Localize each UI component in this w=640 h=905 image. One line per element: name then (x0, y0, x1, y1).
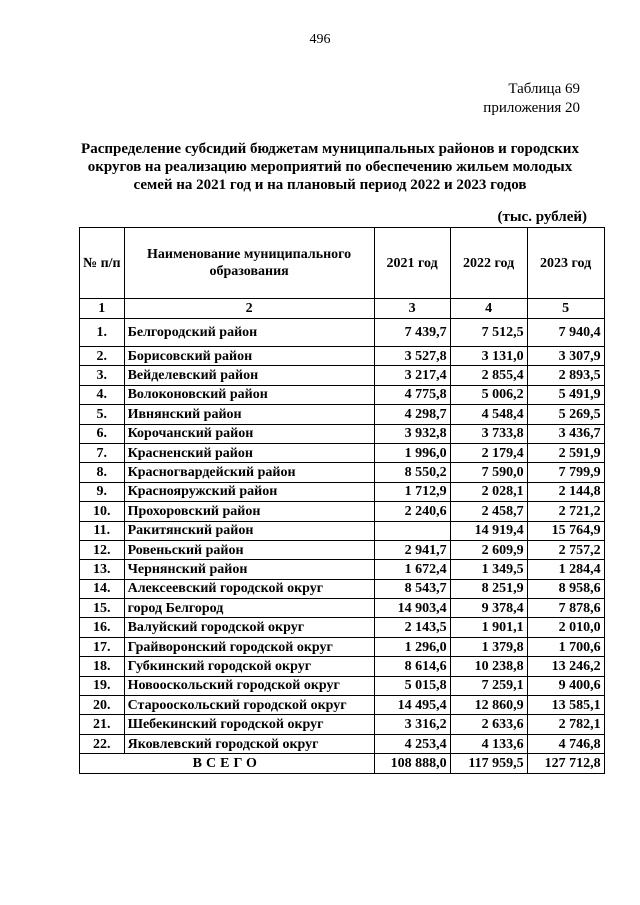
row-number: 4. (80, 385, 125, 404)
row-number: 1. (80, 319, 125, 347)
row-name: Старооскольский городской округ (124, 696, 374, 715)
table-header-row (80, 228, 605, 299)
row-value-2021: 3 527,8 (374, 347, 450, 366)
row-value-2022: 1 349,5 (450, 560, 527, 579)
row-value-2023: 4 746,8 (527, 734, 604, 753)
row-value-2021: 1 996,0 (374, 443, 450, 462)
row-name: Красногвардейский район (124, 463, 374, 482)
row-value-2022: 7 512,5 (450, 319, 527, 347)
row-name: Грайворонский городской округ (124, 637, 374, 656)
row-value-2022: 10 238,8 (450, 657, 527, 676)
row-number: 2. (80, 347, 125, 366)
row-name: Яковлевский городской округ (124, 734, 374, 753)
row-name: Волоконовский район (124, 385, 374, 404)
row-value-2023: 2 721,2 (527, 502, 604, 521)
row-value-2021: 1 712,9 (374, 482, 450, 501)
row-value-2022: 8 251,9 (450, 579, 527, 598)
row-value-2022: 2 855,4 (450, 366, 527, 385)
column-index-row (80, 299, 605, 319)
row-number: 12. (80, 540, 125, 559)
column-index: 1 (80, 299, 125, 319)
row-value-2022: 2 458,7 (450, 502, 527, 521)
row-value-2021: 1 672,4 (374, 560, 450, 579)
row-value-2023: 3 436,7 (527, 424, 604, 443)
row-value-2021: 4 298,7 (374, 405, 450, 424)
row-value-2022: 9 378,4 (450, 599, 527, 618)
table-row (80, 715, 605, 734)
table-reference (483, 80, 580, 118)
table-row (80, 502, 605, 521)
row-value-2022: 12 860,9 (450, 696, 527, 715)
row-value-2021: 3 316,2 (374, 715, 450, 734)
row-number: 8. (80, 463, 125, 482)
row-value-2023: 2 010,0 (527, 618, 604, 637)
table-row (80, 540, 605, 559)
table-row (80, 734, 605, 753)
row-value-2022: 1 901,1 (450, 618, 527, 637)
row-number: 3. (80, 366, 125, 385)
table-row (80, 676, 605, 695)
row-value-2021: 7 439,7 (374, 319, 450, 347)
row-number: 18. (80, 657, 125, 676)
table-row (80, 657, 605, 676)
row-number: 19. (80, 676, 125, 695)
row-value-2023: 5 269,5 (527, 405, 604, 424)
total-row (80, 754, 605, 774)
row-number: 22. (80, 734, 125, 753)
row-number: 11. (80, 521, 125, 540)
row-value-2021: 4 775,8 (374, 385, 450, 404)
row-value-2022: 7 590,0 (450, 463, 527, 482)
row-value-2022: 2 179,4 (450, 443, 527, 462)
row-name: Борисовский район (124, 347, 374, 366)
row-value-2023: 1 700,6 (527, 637, 604, 656)
row-number: 15. (80, 599, 125, 618)
row-value-2023: 7 878,6 (527, 599, 604, 618)
table-row (80, 599, 605, 618)
total-2023: 127 712,8 (527, 754, 604, 774)
row-name: Валуйский городской округ (124, 618, 374, 637)
table-row (80, 443, 605, 462)
row-value-2021: 8 550,2 (374, 463, 450, 482)
row-value-2023: 5 491,9 (527, 385, 604, 404)
header-name: Наименование муниципального образования (124, 228, 374, 299)
column-index: 2 (124, 299, 374, 319)
table-row (80, 482, 605, 501)
row-value-2023: 2 893,5 (527, 366, 604, 385)
row-value-2021: 2 240,6 (374, 502, 450, 521)
row-value-2023: 15 764,9 (527, 521, 604, 540)
row-value-2022: 4 133,6 (450, 734, 527, 753)
row-value-2023: 9 400,6 (527, 676, 604, 695)
row-number: 6. (80, 424, 125, 443)
row-name: Шебекинский городской округ (124, 715, 374, 734)
row-value-2022: 5 006,2 (450, 385, 527, 404)
column-index: 4 (450, 299, 527, 319)
row-value-2021 (374, 521, 450, 540)
row-value-2021: 8 614,6 (374, 657, 450, 676)
row-value-2022: 4 548,4 (450, 405, 527, 424)
row-value-2023: 8 958,6 (527, 579, 604, 598)
table-row (80, 366, 605, 385)
row-value-2021: 14 495,4 (374, 696, 450, 715)
row-value-2021: 3 217,4 (374, 366, 450, 385)
table-row (80, 696, 605, 715)
header-2023: 2023 год (527, 228, 604, 299)
units-label: (тыс. рублей) (497, 209, 587, 225)
row-value-2023: 13 246,2 (527, 657, 604, 676)
table-row (80, 618, 605, 637)
row-name: Ракитянский район (124, 521, 374, 540)
row-value-2023: 2 144,8 (527, 482, 604, 501)
row-number: 9. (80, 482, 125, 501)
header-2022: 2022 год (450, 228, 527, 299)
row-name: Новооскольский городской округ (124, 676, 374, 695)
table-row (80, 347, 605, 366)
row-name: Чернянский район (124, 560, 374, 579)
row-name: Краснояружский район (124, 482, 374, 501)
row-name: Вейделевский район (124, 366, 374, 385)
header-num: № п/п (80, 228, 125, 299)
row-name: Белгородский район (124, 319, 374, 347)
row-number: 13. (80, 560, 125, 579)
row-number: 5. (80, 405, 125, 424)
row-value-2021: 4 253,4 (374, 734, 450, 753)
row-number: 14. (80, 579, 125, 598)
appendix-number: приложения 20 (483, 100, 580, 116)
row-number: 10. (80, 502, 125, 521)
row-number: 20. (80, 696, 125, 715)
table-row (80, 463, 605, 482)
row-value-2023: 7 940,4 (527, 319, 604, 347)
row-value-2021: 2 143,5 (374, 618, 450, 637)
row-name: Алексеевский городской округ (124, 579, 374, 598)
total-2021: 108 888,0 (374, 754, 450, 774)
row-value-2022: 14 919,4 (450, 521, 527, 540)
row-value-2023: 3 307,9 (527, 347, 604, 366)
row-name: Губкинский городской округ (124, 657, 374, 676)
row-value-2022: 3 131,0 (450, 347, 527, 366)
table-row (80, 637, 605, 656)
row-value-2022: 7 259,1 (450, 676, 527, 695)
subsidy-table (79, 227, 605, 774)
row-number: 21. (80, 715, 125, 734)
total-2022: 117 959,5 (450, 754, 527, 774)
row-value-2021: 1 296,0 (374, 637, 450, 656)
row-number: 7. (80, 443, 125, 462)
row-name: Прохоровский район (124, 502, 374, 521)
table-row (80, 405, 605, 424)
row-value-2021: 2 941,7 (374, 540, 450, 559)
document-title: Распределение субсидий бюджетам муниципальных районов и городских округов на реализацию мероприятий по обеспечению жильем молодых семей на 2021 год и на плановый период 2022 и 2023 годов (81, 141, 579, 193)
row-value-2021: 5 015,8 (374, 676, 450, 695)
table-row (80, 521, 605, 540)
row-value-2023: 1 284,4 (527, 560, 604, 579)
row-value-2022: 3 733,8 (450, 424, 527, 443)
row-value-2023: 2 757,2 (527, 540, 604, 559)
row-value-2023: 13 585,1 (527, 696, 604, 715)
table-number: Таблица 69 (508, 81, 580, 97)
table-row (80, 579, 605, 598)
row-value-2023: 2 591,9 (527, 443, 604, 462)
table-row (80, 385, 605, 404)
row-name: Красненский район (124, 443, 374, 462)
row-name: Ровеньский район (124, 540, 374, 559)
row-value-2022: 2 633,6 (450, 715, 527, 734)
row-value-2021: 3 932,8 (374, 424, 450, 443)
total-label: ВСЕГО (80, 754, 375, 774)
table-row (80, 424, 605, 443)
column-index: 5 (527, 299, 604, 319)
table-row (80, 319, 605, 347)
row-value-2023: 2 782,1 (527, 715, 604, 734)
row-value-2022: 2 609,9 (450, 540, 527, 559)
row-name: Корочанский район (124, 424, 374, 443)
column-index: 3 (374, 299, 450, 319)
row-value-2022: 2 028,1 (450, 482, 527, 501)
row-number: 16. (80, 618, 125, 637)
row-value-2023: 7 799,9 (527, 463, 604, 482)
row-value-2021: 14 903,4 (374, 599, 450, 618)
row-name: Ивнянский район (124, 405, 374, 424)
row-number: 17. (80, 637, 125, 656)
page-number: 496 (309, 32, 331, 47)
row-name: город Белгород (124, 599, 374, 618)
table-body (80, 319, 605, 754)
table-row (80, 560, 605, 579)
header-2021: 2021 год (374, 228, 450, 299)
row-value-2021: 8 543,7 (374, 579, 450, 598)
row-value-2022: 1 379,8 (450, 637, 527, 656)
